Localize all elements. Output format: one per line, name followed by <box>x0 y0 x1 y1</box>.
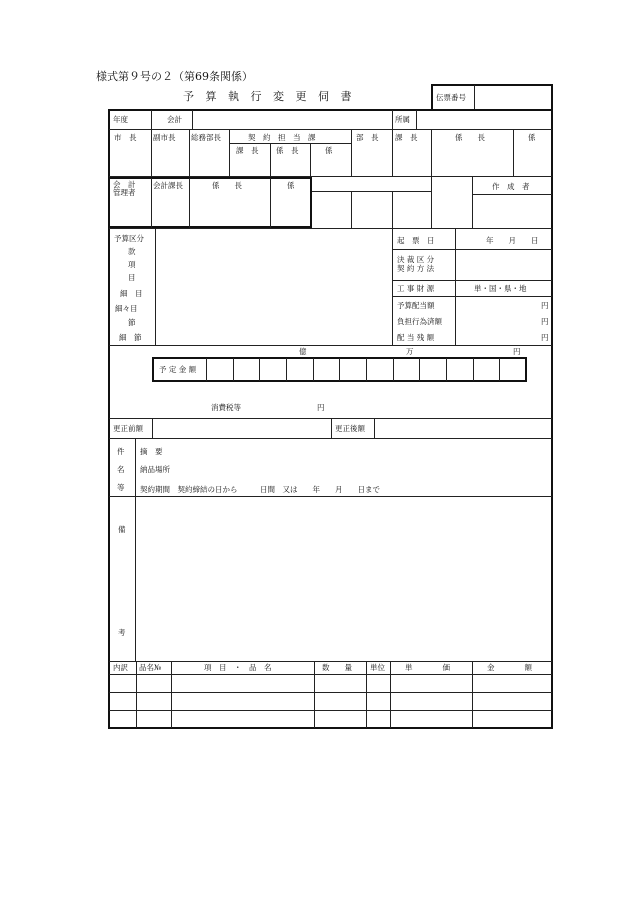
voucher-number-field[interactable] <box>476 86 550 108</box>
accounting-approver-box <box>108 177 312 228</box>
accounting-chief-label: 会計課長 <box>153 181 183 190</box>
voucher-number-label: 伝票番号 <box>436 93 466 102</box>
details-cell[interactable] <box>367 711 389 727</box>
details-cell[interactable] <box>172 675 313 691</box>
subsection-chief-label: 係 長 <box>276 146 299 155</box>
budget-saimoku-label: 細 目 <box>120 289 143 298</box>
contract-section-label: 契 約 担 当 課 <box>248 133 316 142</box>
staff-2-label: 係 <box>528 133 536 142</box>
amount-before-label: 更正前額 <box>113 424 143 433</box>
section-chief-label: 課 長 <box>236 146 259 155</box>
details-cell[interactable] <box>110 675 135 691</box>
draft-date-label: 起 票 日 <box>397 236 435 245</box>
preparer-label: 作 成 者 <box>492 182 530 191</box>
div-head-label: 課 長 <box>395 133 418 142</box>
amount-digit-divider <box>499 358 500 381</box>
details-header-6: 金 額 <box>487 663 532 672</box>
details-cell[interactable] <box>172 711 313 727</box>
details-cell[interactable] <box>391 675 471 691</box>
staff-label: 係 <box>325 146 333 155</box>
details-cell[interactable] <box>473 675 551 691</box>
remaining-allocation-unit: 円 <box>541 333 549 342</box>
details-cell[interactable] <box>367 693 389 709</box>
summary-label: 摘 要 <box>140 447 163 456</box>
details-cell[interactable] <box>315 675 365 691</box>
details-cell[interactable] <box>110 711 135 727</box>
oku-unit: 億 <box>299 347 307 356</box>
matter-label-3: 等 <box>117 483 125 492</box>
amount-digit-divider <box>473 358 474 381</box>
amount-digit-divider <box>446 358 447 381</box>
budget-saisetsu-label: 細 節 <box>119 333 142 342</box>
budget-kan-label: 款 <box>128 247 136 256</box>
matter-label-2: 名 <box>117 465 125 474</box>
amount-digit-divider <box>366 358 367 381</box>
tax-unit: 円 <box>317 403 325 412</box>
amount-digit-divider <box>233 358 234 381</box>
accounting-subchief-label: 係 長 <box>212 181 242 190</box>
amount-digit-divider <box>339 358 340 381</box>
remarks-label-bottom: 考 <box>118 628 126 637</box>
details-header-5: 単 価 <box>405 663 450 672</box>
fiscal-year-label: 年度 <box>113 115 128 124</box>
committed-amount-label: 負担行為済額 <box>397 317 442 326</box>
contract-period-label: 契約期間 契約締結の日から 日間 又は 年 月 日まで <box>140 485 380 494</box>
details-cell[interactable] <box>473 711 551 727</box>
chief-label: 係 長 <box>455 133 485 142</box>
draft-date-value[interactable]: 年 月 日 <box>486 236 539 245</box>
form-label: 様式第９号の２（第69条関係） <box>96 70 253 83</box>
delivery-place-label: 納品場所 <box>140 465 170 474</box>
mayor-label: 市 長 <box>114 133 137 142</box>
details-header-1: 品名№ <box>139 663 162 672</box>
general-manager-label: 総務部長 <box>191 133 221 142</box>
details-cell[interactable] <box>137 675 170 691</box>
amount-digit-divider <box>393 358 394 381</box>
details-cell[interactable] <box>315 711 365 727</box>
amount-digit-divider <box>259 358 260 381</box>
accounting-staff-label: 係 <box>287 181 295 190</box>
treasurer-label: 会 計 管理者 <box>113 180 136 197</box>
budget-allocation-label: 予算配当額 <box>397 301 435 310</box>
tax-label: 消費税等 <box>211 403 241 412</box>
vice-mayor-label: 副市長 <box>153 133 176 142</box>
details-cell[interactable] <box>391 693 471 709</box>
amount-after-label: 更正後額 <box>335 424 365 433</box>
details-cell[interactable] <box>473 693 551 709</box>
matter-label-1: 件 <box>117 447 125 456</box>
committed-amount-unit: 円 <box>541 317 549 326</box>
budget-moku-label: 目 <box>128 273 136 282</box>
budget-kou-label: 項 <box>128 260 136 269</box>
page-title: 予 算 執 行 変 更 伺 書 <box>183 90 356 103</box>
amount-digit-divider <box>286 358 287 381</box>
dept-head-label: 部 長 <box>356 133 379 142</box>
approval-method-label: 決 裁 区 分 契 約 方 法 <box>397 255 435 273</box>
amount-digit-divider <box>419 358 420 381</box>
details-cell[interactable] <box>391 711 471 727</box>
department-label: 所属 <box>395 115 410 124</box>
details-cell[interactable] <box>367 675 389 691</box>
budget-saisaimoku-label: 細々目 <box>115 304 138 313</box>
details-cell[interactable] <box>137 711 170 727</box>
amount-digit-divider <box>313 358 314 381</box>
details-header-3: 数 量 <box>322 663 352 672</box>
planned-amount-label: 予 定 金 額 <box>159 365 197 374</box>
details-cell[interactable] <box>110 693 135 709</box>
details-cell[interactable] <box>315 693 365 709</box>
account-label: 会計 <box>167 115 182 124</box>
details-header-4: 単位 <box>370 663 385 672</box>
details-cell[interactable] <box>172 693 313 709</box>
remarks-label-top: 備 <box>118 525 126 534</box>
budget-category-label: 予算区分 <box>114 234 144 243</box>
construction-funding-value[interactable]: 単・国・県・地 <box>474 284 527 293</box>
budget-allocation-unit: 円 <box>541 301 549 310</box>
man-unit: 万 <box>406 347 414 356</box>
details-header-2: 項 目 ・ 品 名 <box>204 663 272 672</box>
construction-funding-label: 工 事 財 源 <box>397 284 435 293</box>
details-cell[interactable] <box>137 693 170 709</box>
remaining-allocation-label: 配 当 残 額 <box>397 333 435 342</box>
details-header-0: 内訳 <box>113 663 128 672</box>
yen-unit: 円 <box>513 347 521 356</box>
budget-setsu-label: 節 <box>128 318 136 327</box>
